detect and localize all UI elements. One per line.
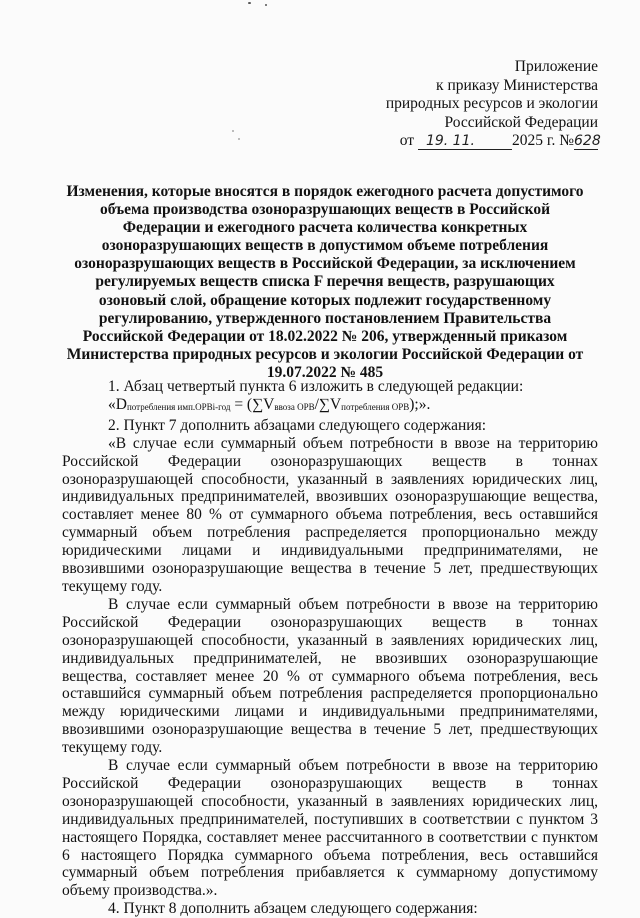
- formula-sub: ввоза ОРВ: [274, 401, 315, 412]
- appendix-header: [385, 58, 601, 151]
- appendix-line: Приложение: [514, 58, 598, 75]
- formula-open: «D: [108, 395, 127, 413]
- paragraph: «В случае если суммарный объем потребности в ввозе на территорию Российской Федерации озоноразрушающих веществ в тоннах озоноразрушающей способности, указанный в заявлениях юридических лиц, индивидуальных предпринимателей, ввозивших озоноразрушающие вещества, составляет менее 80 % от суммарного объема потребления, весь оставшийся суммарный объем потребления распределяется пропорционально между юридическими лицами и индивидуальными предпринимателями, не ввозившими озоноразрушающие вещества в течение 5 лет, предшествующих текущему году.: [62, 434, 598, 595]
- appendix-line: природных ресурсов и экологии: [385, 95, 598, 112]
- date-prefix: от: [399, 132, 415, 149]
- appendix-line: Российской Федерации: [444, 113, 598, 131]
- item-1: 1. Абзац четвертый пункта 6 изложить в следующей редакции:: [108, 378, 524, 395]
- paragraph: В случае если суммарный объем потребности в ввозе на территорию Российской Федерации озоноразрушающих веществ в тоннах озоноразрушающей способности, указанный в заявлениях юридических лиц, индивидуальных предпринимателей, поступивших в соответствии с пунктом 3 настоящего Порядка, составляет менее рассчитанного в соответствии с пунктом 6 настоящего Порядка суммарного объема потребления, весь оставшийся суммарный объем потребления прибавляется к суммарному допустимому объему производства.».: [62, 757, 598, 900]
- year-text: 2025 г. №: [511, 132, 574, 149]
- scan-speck: [248, 2, 251, 4]
- order-date-line: [386, 132, 601, 151]
- formula: [62, 396, 598, 417]
- formula-sub: потребления ОРВ: [341, 401, 410, 412]
- paragraph: В случае если суммарный объем потребности в ввозе на территорию Российской Федерации озоноразрушающих веществ в тоннах озоноразрушающей способности, указанный в заявлениях юридических лиц, индивидуальных предпринимателей, не ввозивших озоноразрушающие вещества, составляет менее 20 % от суммарного объема потребления, весь оставшийся суммарный объем потребления распределяется пропорционально между юридическими лицами и индивидуальными предпринимателями, ввозившими озоноразрушающие вещества в течение 5 лет, предшествующих текущему году.: [62, 595, 598, 757]
- document-title: Изменения, которые вносятся в порядок ежегодного расчета допустимого объема производства озоноразрушающих веществ в Российской Федерации и ежегодного расчета количества конкретных озоноразрушающих веществ в допустимом объеме потребления озоноразрушающих веществ в Российской Федерации, за исключением регулируемых веществ списка F перечня веществ, разрушающих озоновый слой, обращение которых подлежит государственному регулированию, утвержденного постановлением Правительства Российской Федерации от 18.02.2022 № 206, утвержденный приказом Министерства природных ресурсов и экологии Российской Федерации от 19.07.2022 № 485: [66, 183, 584, 381]
- handwritten-order-number: 628: [574, 133, 601, 149]
- scan-speck: [265, 4, 267, 6]
- item-2: 2. Пункт 7 дополнить абзацами следующего содержания:: [108, 416, 487, 434]
- scan-speck: [238, 138, 240, 140]
- scan-speck: [232, 130, 234, 132]
- document-body: [62, 378, 598, 918]
- formula-close: );».: [409, 395, 431, 413]
- handwritten-date: 19. 11.: [418, 134, 512, 150]
- item-4: 4. Пункт 8 дополнить абзацем следующего содержания:: [108, 900, 478, 918]
- appendix-line: к приказу Министерства: [436, 76, 598, 94]
- formula-eq: = (∑V: [230, 395, 275, 413]
- formula-sub: потребления имп.ОРВi-год: [126, 401, 231, 412]
- formula-div: /∑V: [314, 395, 342, 413]
